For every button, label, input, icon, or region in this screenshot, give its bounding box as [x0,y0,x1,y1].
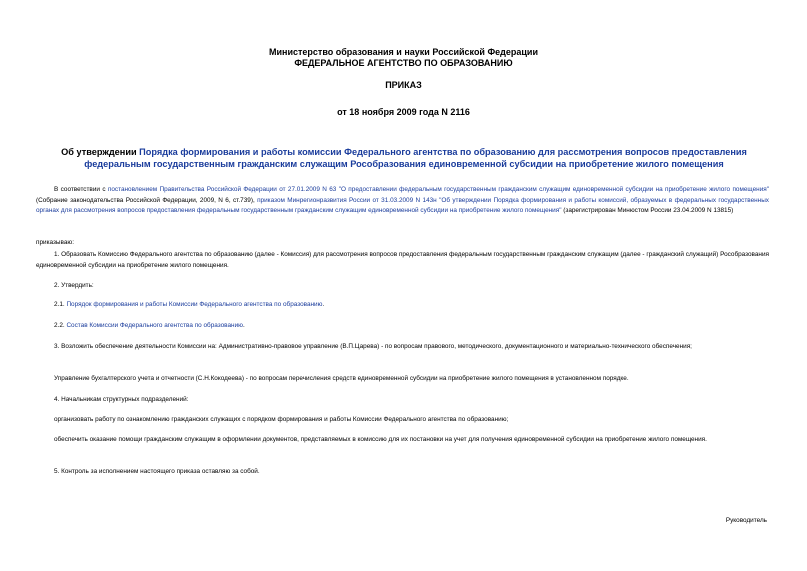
item-4: 4. Начальникам структурных подразделений: [54,396,189,403]
procedure-link[interactable]: Порядок формирования и работы Комиссии Федерального агентства по образованию [66,301,323,308]
item-2-1 [36,300,769,311]
preamble-text-1: В соответствии с [54,186,108,193]
composition-link[interactable]: Состав Комиссии Федерального агентства по образованию [66,322,243,329]
preamble-text-3: (зарегистрирован Минюстом России 23.04.2009 N 13815) [561,207,734,214]
item-2-1-number: 2.1. [54,301,67,308]
item-5: 5. Контроль за исполнением настоящего приказа оставляю за собой. [54,468,260,475]
document-date-number: от 18 ноября 2009 года N 2116 [337,107,470,117]
item-2-2 [36,321,769,332]
preamble-text-2: (Собрание законодательства Российской Федерации, 2009, N 6, ст.739), [36,196,258,204]
item-2-1-end: . [322,301,325,308]
minregion-order-link[interactable]: приказом Минрегионразвития России от 31.03.2009 N 143н "Об утверждении Порядка формирования и работы комиссий, образуемых в федеральных государственных органах для рассмотрения вопросов предоставления федеральным государственным гражданским служащим единовременной субсидии на приобретение жилого помещения" [36,196,769,214]
item-3-accounting: Управление бухгалтерского учета и отчетности (С.Н.Кокодеева) - по вопросам перечисления средств единовременной субсидии на приобретение жилого помещения в установленном порядке. [54,375,629,382]
title-prefix: Об утверждении [61,147,140,157]
item-3: 3. Возложить обеспечение деятельности Комиссии на: Административно-правовое управление (В.П.Царева) - по вопросам правового, методического, документационного и материально-технического обеспечения; [54,343,692,350]
item-2: 2. Утвердить: [54,282,94,289]
item-1: 1. Образовать Комиссию Федерального агентства по образованию (далее - Комиссия) для рассмотрения вопросов предоставления федеральным государственным гражданским служащим (далее - гражданский служащий) Рособразования единовременной субсидии на приобретение жилого помещения. [36,251,769,269]
document-type: ПРИКАЗ [385,80,422,90]
document-title [36,146,772,170]
signature-title: Руководитель [725,517,767,524]
preamble-paragraph [36,185,769,217]
item-2-2-end: . [242,322,245,329]
agency-name: ФЕДЕРАЛЬНОЕ АГЕНТСТВО ПО ОБРАЗОВАНИЮ [294,58,513,68]
item-4-b: обеспечить оказание помощи гражданским служащим в оформлении документов, представляемых в комиссию для их постановки на учет для получения единовременной субсидии на приобретение жилого помещения. [54,436,707,443]
order-word: приказываю: [36,239,74,246]
ministry-name: Министерство образования и науки Российской Федерации [269,47,538,57]
item-2-2-number: 2.2. [54,322,67,329]
title-link[interactable]: Порядка формирования и работы комиссии Федерального агентства по образованию для рассмотрения вопросов предоставления федеральным государственным гражданским служащим Рособразования единовременной субсидии на приобретение жилого помещения [84,147,747,169]
decree-link[interactable]: постановлением Правительства Российской Федерации от 27.01.2009 N 63 "О предоставлении федеральным государственным гражданским служащим единовременной субсидии на приобретение жилого помещения" [107,186,769,193]
item-4-a: организовать работу по ознакомлению гражданских служащих с порядком формирования и работы Комиссии Федерального агентства по образованию; [54,416,509,423]
